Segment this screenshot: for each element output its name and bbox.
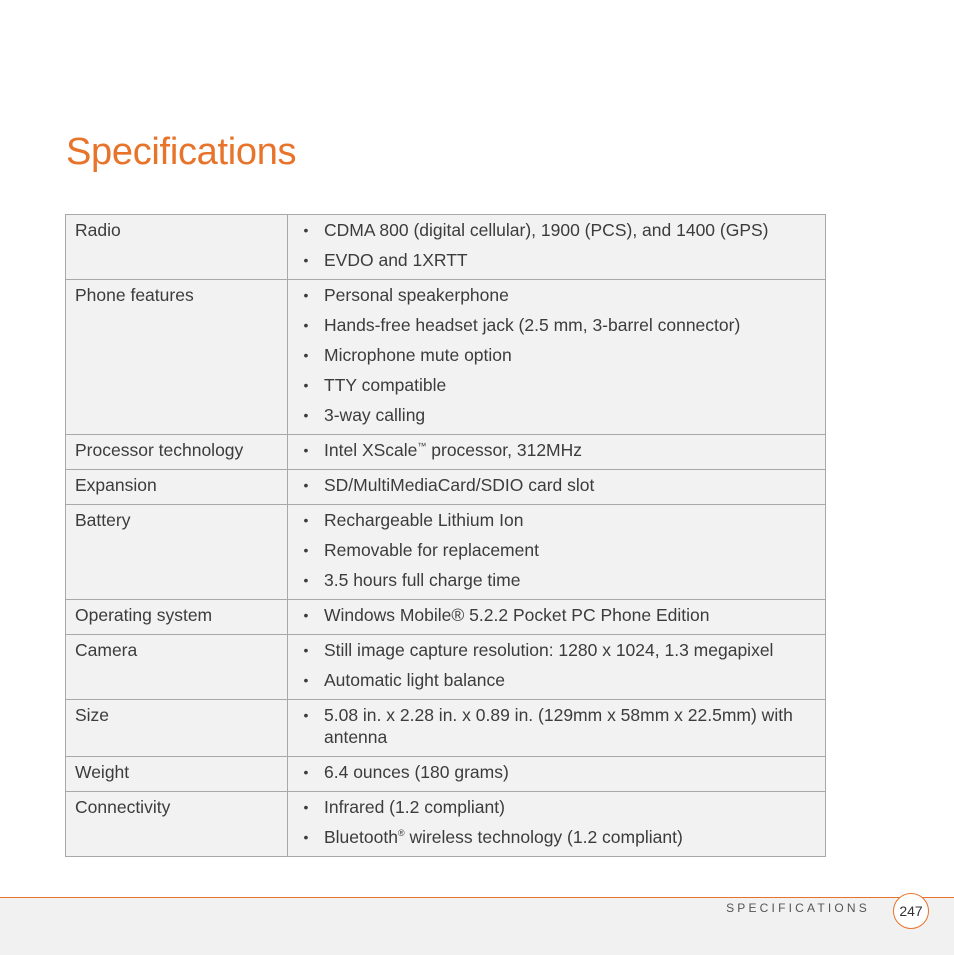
spec-bullet-item: [300, 826, 817, 848]
spec-value: [288, 435, 826, 470]
spec-bullet-item: [300, 639, 817, 661]
spec-bullet-list: [300, 284, 817, 426]
spec-row: [66, 792, 826, 857]
spec-row: [66, 505, 826, 600]
spec-bullet-list: [300, 474, 817, 496]
spec-label: Phone features: [66, 280, 288, 435]
spec-label: Size: [66, 700, 288, 757]
bullet-icon: •: [303, 512, 309, 528]
spec-label: Weight: [66, 757, 288, 792]
spec-bullet-text: Windows Mobile® 5.2.2 Pocket PC Phone Edition: [324, 605, 710, 625]
spec-bullet-text: 6.4 ounces (180 grams): [324, 762, 509, 782]
spec-bullet-item: [300, 704, 817, 748]
spec-label: Expansion: [66, 470, 288, 505]
spec-bullet-text: SD/MultiMediaCard/SDIO card slot: [324, 475, 595, 495]
trademark-mark: ®: [397, 828, 405, 838]
bullet-icon: •: [303, 707, 309, 723]
spec-label: Radio: [66, 215, 288, 280]
bullet-icon: •: [303, 317, 309, 333]
page-title: Specifications: [66, 131, 297, 173]
bullet-icon: •: [303, 572, 309, 588]
specifications-table-body: [66, 215, 826, 857]
spec-row: [66, 215, 826, 280]
spec-value: [288, 792, 826, 857]
spec-bullet-text: Intel XScale: [324, 440, 418, 460]
spec-bullet-item: [300, 569, 817, 591]
bullet-icon: •: [303, 542, 309, 558]
spec-row: [66, 280, 826, 435]
spec-bullet-text: Bluetooth: [324, 827, 398, 847]
spec-bullet-item: [300, 761, 817, 783]
spec-label: Battery: [66, 505, 288, 600]
spec-bullet-list: [300, 796, 817, 848]
spec-bullet-item: [300, 344, 817, 366]
spec-bullet-list: [300, 761, 817, 783]
spec-bullet-item: [300, 796, 817, 818]
spec-row: [66, 635, 826, 700]
spec-bullet-text: Personal speakerphone: [324, 285, 509, 305]
bullet-icon: •: [303, 442, 309, 458]
spec-value: [288, 215, 826, 280]
spec-value: [288, 635, 826, 700]
spec-row: [66, 470, 826, 505]
spec-bullet-text: Automatic light balance: [324, 670, 505, 690]
spec-row: [66, 600, 826, 635]
spec-bullet-item: [300, 539, 817, 561]
spec-bullet-text: 5.08 in. x 2.28 in. x 0.89 in. (129mm x 58mm x 22.5mm) with antenna: [324, 705, 793, 747]
spec-value: [288, 600, 826, 635]
spec-bullet-list: [300, 439, 817, 461]
spec-bullet-item: [300, 284, 817, 306]
spec-bullet-list: [300, 509, 817, 591]
spec-bullet-item: [300, 509, 817, 531]
spec-value: [288, 280, 826, 435]
spec-bullet-item: [300, 669, 817, 691]
bullet-icon: •: [303, 799, 309, 815]
spec-bullet-text: Still image capture resolution: 1280 x 1024, 1.3 megapixel: [324, 640, 774, 660]
spec-value: [288, 505, 826, 600]
spec-bullet-item: [300, 219, 817, 241]
spec-bullet-text: Infrared (1.2 compliant): [324, 797, 505, 817]
spec-bullet-text: Removable for replacement: [324, 540, 539, 560]
spec-bullet-text: 3.5 hours full charge time: [324, 570, 521, 590]
bullet-icon: •: [303, 347, 309, 363]
spec-bullet-text: CDMA 800 (digital cellular), 1900 (PCS), and 1400 (GPS): [324, 220, 769, 240]
spec-bullet-list: [300, 604, 817, 626]
bullet-icon: •: [303, 764, 309, 780]
spec-label: Operating system: [66, 600, 288, 635]
spec-value: [288, 700, 826, 757]
page-number: 247: [893, 893, 929, 929]
bullet-icon: •: [303, 829, 309, 845]
spec-row: [66, 757, 826, 792]
spec-label: Processor technology: [66, 435, 288, 470]
spec-bullet-item: [300, 249, 817, 271]
spec-label: Camera: [66, 635, 288, 700]
spec-value: [288, 470, 826, 505]
spec-bullet-item: [300, 474, 817, 496]
spec-bullet-text: Microphone mute option: [324, 345, 512, 365]
bullet-icon: •: [303, 287, 309, 303]
spec-bullet-list: [300, 639, 817, 691]
spec-bullet-list: [300, 704, 817, 748]
footer-section-label: SPECIFICATIONS: [726, 901, 870, 915]
spec-bullet-item: [300, 439, 817, 461]
spec-bullet-text: TTY compatible: [324, 375, 447, 395]
spec-bullet-list: [300, 219, 817, 271]
spec-bullet-text: Hands-free headset jack (2.5 mm, 3-barrel connector): [324, 315, 741, 335]
spec-value: [288, 757, 826, 792]
spec-row: [66, 435, 826, 470]
spec-bullet-text: Rechargeable Lithium Ion: [324, 510, 524, 530]
spec-bullet-text: EVDO and 1XRTT: [324, 250, 468, 270]
spec-bullet-item: [300, 374, 817, 396]
specifications-table: [65, 214, 826, 857]
bullet-icon: •: [303, 672, 309, 688]
spec-bullet-item: [300, 604, 817, 626]
trademark-mark: ™: [417, 441, 427, 451]
spec-bullet-item: [300, 404, 817, 426]
spec-bullet-text-continued: processor, 312MHz: [426, 440, 583, 460]
spec-row: [66, 700, 826, 757]
spec-bullet-text: 3-way calling: [324, 405, 426, 425]
spec-label: Connectivity: [66, 792, 288, 857]
bullet-icon: •: [303, 222, 309, 238]
bullet-icon: •: [303, 377, 309, 393]
bullet-icon: •: [303, 642, 309, 658]
bullet-icon: •: [303, 477, 309, 493]
bullet-icon: •: [303, 607, 309, 623]
spec-bullet-text-continued: wireless technology (1.2 compliant): [404, 827, 683, 847]
spec-bullet-item: [300, 314, 817, 336]
bullet-icon: •: [303, 252, 309, 268]
bullet-icon: •: [303, 407, 309, 423]
